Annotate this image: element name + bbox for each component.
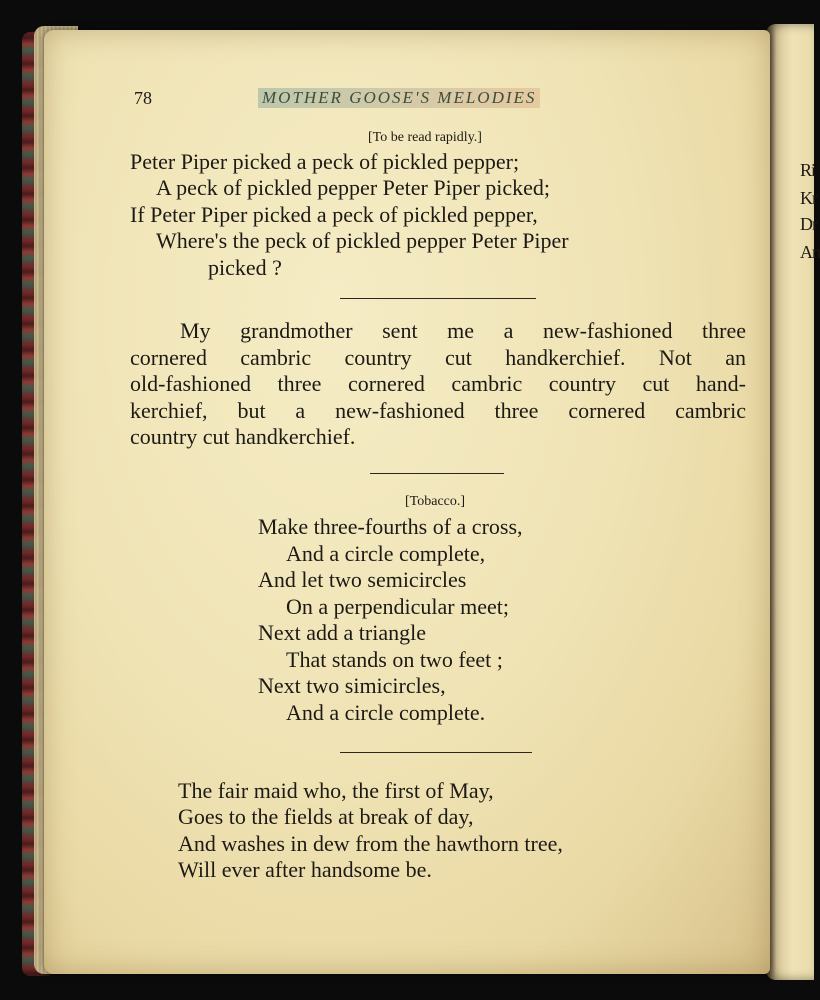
prose-line: country cut handkerchief.: [130, 424, 356, 449]
verse-line: A peck of pickled pepper Peter Piper picked;: [156, 175, 551, 200]
running-head: [134, 88, 754, 118]
section-divider: [370, 473, 504, 474]
next-page-fragment: Kr: [800, 188, 817, 208]
verse-line: Next two simicircles,: [258, 673, 446, 698]
next-page-fragment: Dr: [800, 214, 817, 234]
verse-line: The fair maid who, the first of May,: [178, 778, 494, 803]
page-number: 78: [134, 88, 152, 108]
prose-line: kerchief, but a new-fashioned three cornered cambric: [130, 397, 746, 423]
verse-line: And washes in dew from the hawthorn tree,: [178, 831, 563, 856]
book-title: MOTHER GOOSE'S MELODIES: [258, 88, 540, 108]
verse-line: Make three-fourths of a cross,: [258, 514, 523, 539]
verse-line: On a perpendicular meet;: [286, 594, 509, 619]
reading-note: [To be read rapidly.]: [368, 130, 482, 145]
verse-line: Peter Piper picked a peck of pickled pepper;: [130, 149, 520, 174]
verse-line: And let two semicircles: [258, 567, 467, 592]
prose-paragraph: [130, 318, 746, 451]
verse-line: And a circle complete.: [286, 700, 486, 725]
prose-line: cornered cambric country cut handkerchief. Not an: [130, 344, 746, 370]
riddle-note: [Tobacco.]: [405, 494, 466, 509]
verse-line: And a circle complete,: [286, 541, 486, 566]
verse-line: picked ?: [208, 255, 282, 280]
next-page-fragment: An: [800, 242, 820, 262]
prose-line: My grandmother sent me a new-fashioned three: [180, 318, 746, 343]
verse-line: Next add a triangle: [258, 620, 426, 645]
verse-line: Goes to the fields at break of day,: [178, 804, 474, 829]
prose-line: old-fashioned three cornered cambric country cut hand-: [130, 371, 746, 396]
verse-line: If Peter Piper picked a peck of pickled pepper,: [130, 202, 538, 227]
section-divider: [340, 298, 536, 299]
verse-line: Where's the peck of pickled pepper Peter Piper: [156, 228, 569, 253]
verse-line: That stands on two feet ;: [286, 647, 503, 672]
verse-line: Will ever after handsome be.: [178, 857, 432, 882]
next-page-fragment: Ri: [800, 160, 816, 180]
section-divider: [340, 752, 532, 753]
